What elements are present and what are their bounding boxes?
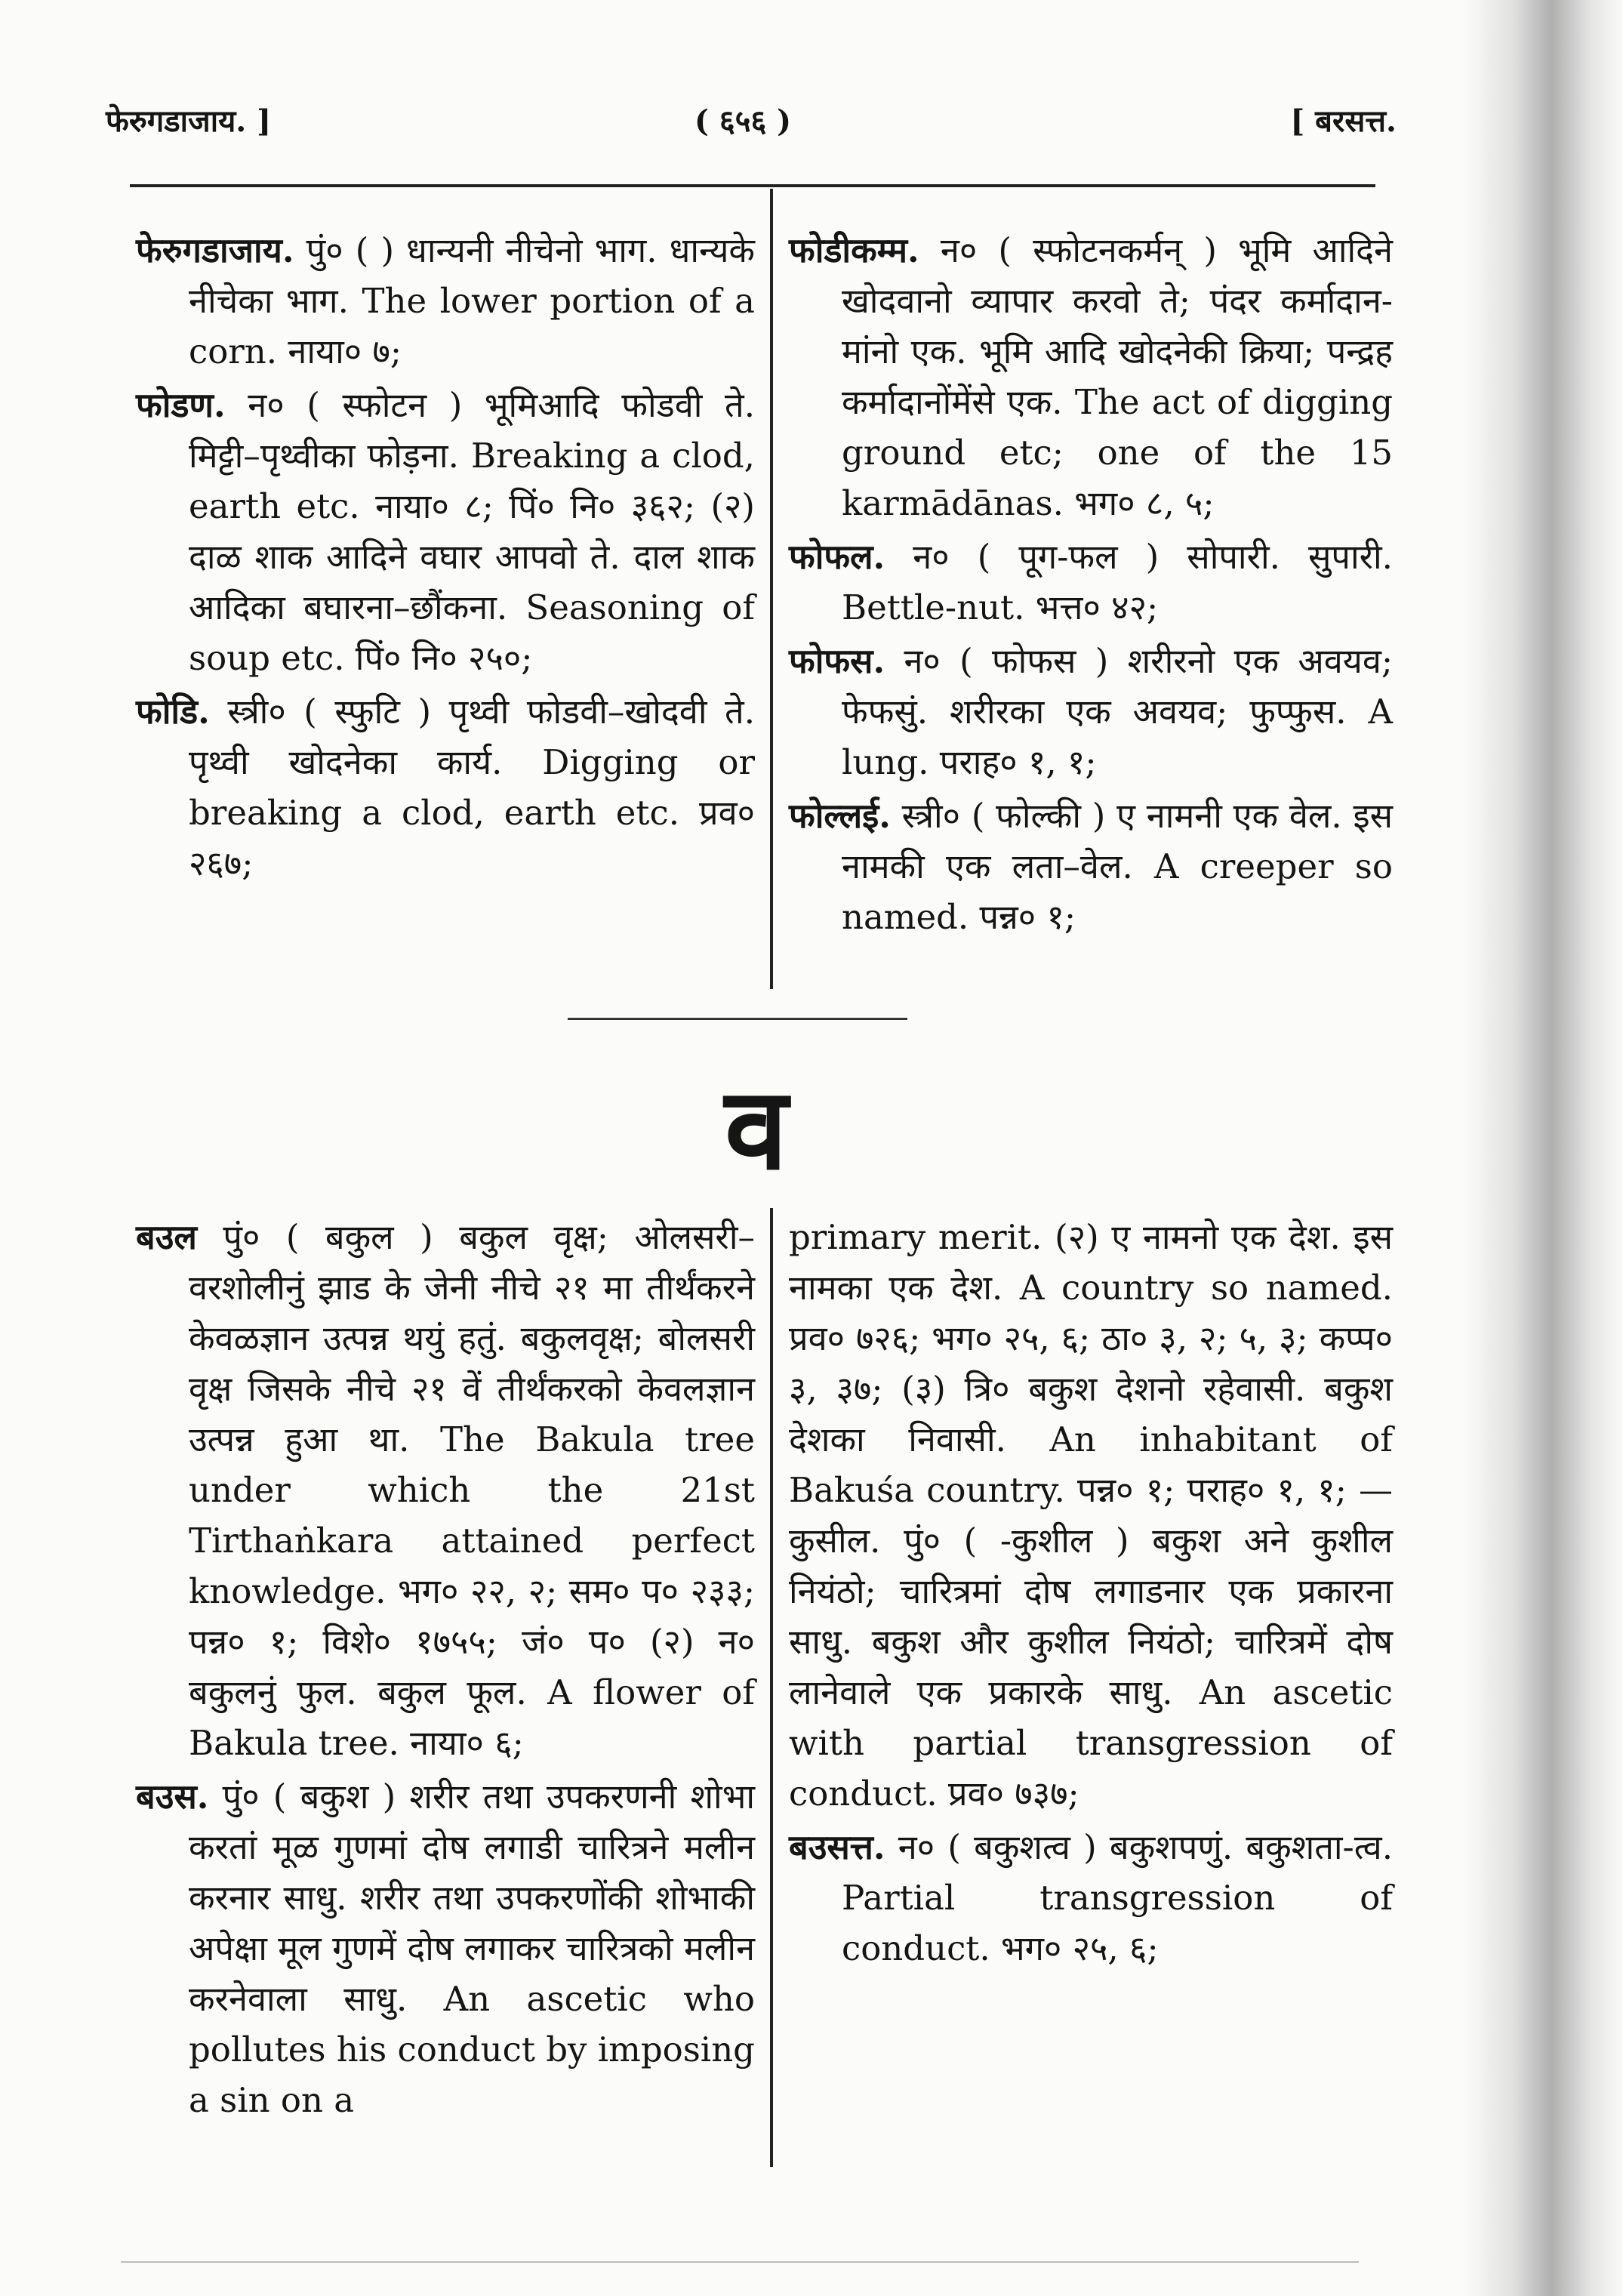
page-edge-shadow: [1464, 0, 1623, 2296]
entry-text: न० ( फोफस ) शरीरनो एक अवयव; फेफसुं. शरीरका एक अवयव; फुप्फुस. A lung. पराह० १, १;: [842, 641, 1393, 782]
dictionary-entry: [136, 1212, 755, 1768]
entry-text: न० ( स्फोटन ) भूमिआदि फोडवी ते. मिट्टी–पृथ्वीका फोड़ना. Breaking a clod, earth etc. नाया० ८; पिं० नि० ३६२; (२) दाळ शाक आदिने वघार आपवो ते. दाल शाक आदिका बघारना–छौंकना. Seasoning of soup etc. पिं० नि० २५०;: [189, 385, 755, 678]
page-header: [106, 72, 1397, 155]
dictionary-entry: [789, 532, 1393, 633]
headword: फोफल.: [789, 537, 885, 577]
dictionary-entry: [136, 686, 755, 889]
entry-text: पुं० ( बकुश ) शरीर तथा उपकरणनी शोभा करतां मूळ गुणमां दोष लगाडी चारित्रने मलीन करनार साधु. शरीर तथा उपकरणोंकी शोभाकी अपेक्षा मूल गुणमें दोष लगाकर चारित्रको मलीन करनेवाला साधु. An ascetic who pollutes his conduct by imposing a sin on a: [189, 1777, 755, 2120]
top-right-column: [789, 225, 1393, 945]
bottom-left-column: [136, 1212, 755, 2128]
dictionary-entry: [136, 1771, 755, 2125]
top-column-divider: [770, 189, 773, 989]
top-left-column: [136, 225, 755, 892]
entry-text: न० ( स्फोटनकर्मन् ) भूमि आदिने खोदवानो व्यापार करवो ते; पंदर कर्मादान-मांनो एक. भूमि आदि खोदनेकी क्रिया; पन्द्रह कर्मादानोंमेंसे एक. The act of digging ground etc; one of the 15 karmādānas. भग० ८, ५;: [842, 230, 1393, 523]
headword: बउस.: [136, 1777, 209, 1817]
section-letter: व: [725, 1062, 788, 1195]
entry-text: primary merit. (२) ए नामनो एक देश. इस नामका एक देश. A country so named. प्रव० ७२६; भग० २५, ६; ठा० ३, २; ५, ३; कप्प० ३, ३७; (३) त्रि० बकुश देशनो रहेवासी. बकुश देशका निवासी. An inhabitant of Bakuśa country. पन्न० १; पराह० १, १; —कुसील. पुं० ( -कुशील ) बकुश अने कुशील नियंठो; चारित्रमां दोष लगाडनार एक प्रकारना साधु. बकुश और कुशील नियंठो; चारित्रमें दोष लानेवाले एक प्रकारके साधु. An ascetic with partial transgression of conduct. प्रव० ७३७;: [789, 1217, 1393, 1814]
dictionary-entry: [136, 380, 755, 683]
headword: फोडि.: [136, 692, 210, 732]
dictionary-entry: [136, 225, 755, 377]
header-right-guide-word: [ बरसत्त.: [1290, 103, 1397, 139]
headword: बउल: [136, 1217, 197, 1257]
headword: फोफस.: [789, 641, 885, 681]
bottom-column-divider: [770, 1208, 773, 2167]
header-rule: [130, 184, 1375, 187]
page-number: ( ६५६ ): [694, 103, 792, 139]
dictionary-entry: [789, 1822, 1393, 1974]
section-separator: [568, 1018, 907, 1020]
headword: फोल्लई.: [789, 796, 891, 836]
entry-text: स्त्री० ( फोल्की ) ए नामनी एक वेल. इस नामकी एक लता–वेल. A creeper so named. पन्न० १;: [842, 796, 1393, 937]
entry-text: पुं० ( बकुल ) बकुल वृक्ष; ओलसरी–वरशोलीनुं झाड के जेनी नीचे २१ मा तीर्थंकरने केवळज्ञान उत्पन्न थयुं हतुं. बकुलवृक्ष; बोलसरी वृक्ष जिसके नीचे २१ वें तीर्थंकरको केवलज्ञान उत्पन्न हुआ था. The Bakula tree under which the 21st Tirthaṅkara attained perfect knowledge. भग० २२, २; सम० प० २३३; पन्न० १; विशे० १७५५; जं० प० (२) न० बकुलनुं फुल. बकुल फूल. A flower of Bakula tree. नाया० ६;: [189, 1217, 755, 1763]
headword: बउसत्त.: [789, 1827, 885, 1867]
headword: फेरुगडाजाय.: [136, 230, 294, 270]
entry-text: न० ( पूग-फल ) सोपारी. सुपारी. Bettle-nut. भत्त० ४२;: [842, 537, 1393, 627]
entry-text: न० ( बकुशत्व ) बकुशपणुं. बकुशता-त्व. Partial transgression of conduct. भग० २५, ६;: [842, 1827, 1393, 1968]
bottom-right-column: [789, 1212, 1393, 1977]
bottom-edge-rule: [121, 2261, 1359, 2263]
dictionary-entry: [789, 636, 1393, 787]
entry-text: पुं० ( ) धान्यनी नीचेनो भाग. धान्यके नीचेका भाग. The lower portion of a corn. नाया० ७;: [189, 230, 755, 371]
dictionary-entry: [789, 791, 1393, 942]
header-left-guide-word: फेरुगडाजाय. ]: [106, 103, 272, 139]
headword: फोडण.: [136, 385, 226, 425]
headword: फोडीकम्म.: [789, 230, 919, 270]
entry-text: स्त्री० ( स्फुटि ) पृथ्वी फोडवी–खोदवी ते. पृथ्वी खोदनेका कार्य. Digging or breaking a clod, earth etc. प्रव० २६७;: [189, 692, 755, 883]
dictionary-entry-continuation: [789, 1212, 1393, 1819]
dictionary-entry: [789, 225, 1393, 529]
